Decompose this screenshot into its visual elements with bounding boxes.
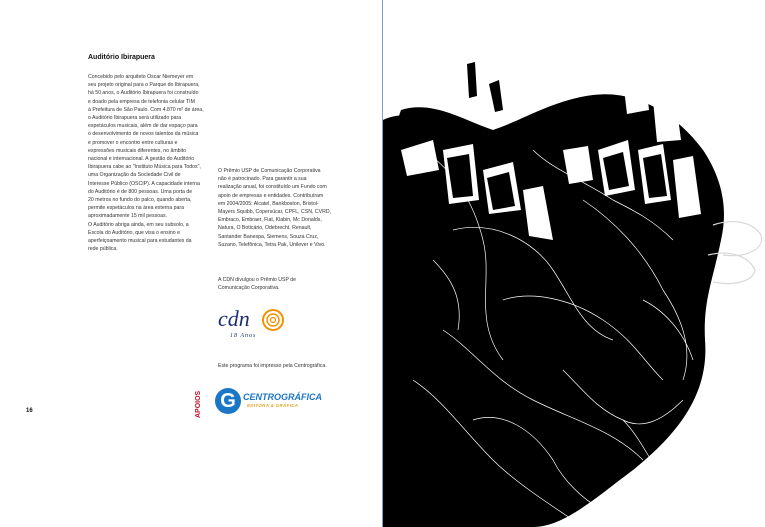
left-shadow	[383, 115, 443, 527]
cdn-acknowledgement: A CDN divulgou o Prêmio USP de Comunicação Corporativa.	[218, 277, 297, 292]
cdn-logo	[218, 306, 298, 346]
cdn-logo-subtitle: 18 Anos	[230, 333, 257, 339]
body-column-premio: O Prêmio USP de Comunicação Corporativa não é patrocinado. Para garantir a sua realização anual, foi constituído um Fundo com apoio de empresas e entidades. Contribuíram em 2004/2005: Alcatel, Bankboston, Bristol- Mayers Squibb, Copersúcar, CPFL, CSN, CVRD, Embraco, Embraer, Fiat, Klabin, Mc Donalds, Natura, O Boticário, Odebrecht, Renault, Santander Banespa, Siemens, Souza Cruz, Suzano, Telefônica, Tetra Pak, Unilever e Vivo.	[218, 168, 332, 248]
centrografica-name: CENTROGRÁFICA	[243, 392, 322, 402]
cdn-logo-swirl-icon	[260, 308, 286, 332]
centrografica-g-icon: G	[215, 388, 241, 414]
centrografica-logo	[215, 388, 325, 416]
abstract-head-illustration	[383, 0, 765, 527]
page-number: 16	[26, 408, 33, 414]
apoio-badge	[180, 388, 210, 418]
cdn-logo-word: cdn	[218, 306, 250, 331]
section-heading: Auditório Ibirapuera	[88, 54, 155, 61]
body-column-auditorio: Concebido pelo arquiteto Oscar Niemeyer em seu projeto original para o Parque do Ibirapuera, há 50 anos, o Auditório Ibirapuera foi construído e doado pela empresa de telefonia celular TIM à Prefeitura de São Paulo. Com 4.870 m² de área, o Auditório Ibirapuera será utilizado para espetáculos musicais, além de dar espaço para o desenvolvimento de novos talentos da música e promover o encontro entre culturas e expressões musicais diferentes, no âmbito nacional e internacional. A gestão do Auditório Ibirapuera cabe ao "Instituto Música para Todos", uma Organização da Sociedade Civil de Interesse Público (OSCIP). A capacidade interna do Auditório é de 800 pessoas. Uma porta de 20 metros no fundo do palco, quando aberta, permite espetáculos na área externa para aproximadamente 15 mil pessoas. O Auditório abriga ainda, em seu subsolo, a Escola do Auditório, que visa o ensino e aperfeiçoamento musical para estudantes da rede pública.	[88, 74, 204, 253]
centrografica-subtitle: EDITORA & GRÁFICA	[247, 403, 299, 408]
apoio-label: APOIOS	[195, 390, 202, 418]
left-page	[0, 0, 382, 527]
printed-by-note: Este programa foi impresso pela Centrográfica.	[218, 363, 327, 369]
right-page	[383, 0, 765, 527]
